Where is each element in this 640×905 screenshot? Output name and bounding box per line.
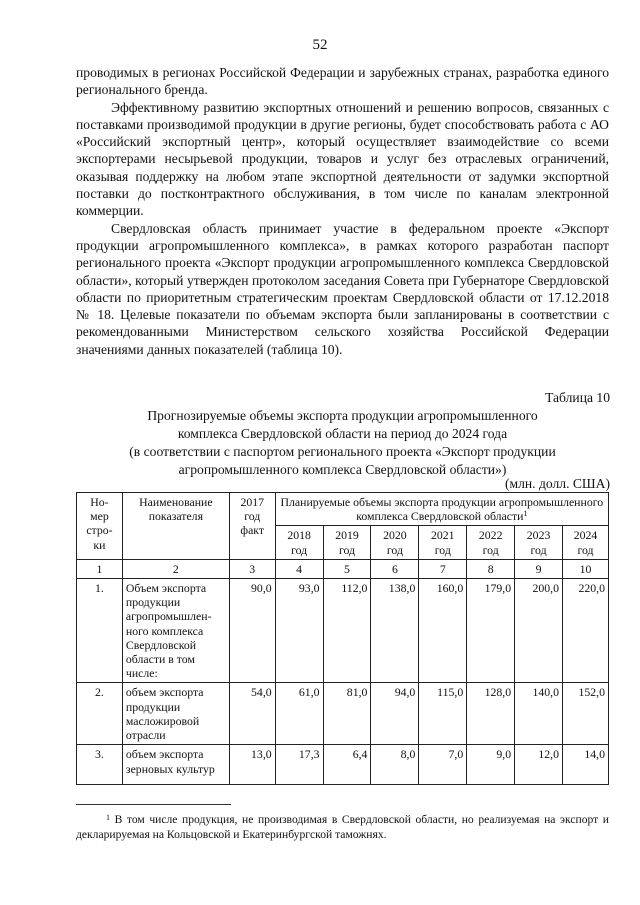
table-row: [77, 683, 609, 745]
column-number: 2: [122, 559, 229, 578]
header-year: 2021 год: [419, 526, 467, 559]
row-value: 94,0: [371, 683, 419, 745]
header-year: 2018 год: [275, 526, 323, 559]
row-value: 112,0: [323, 579, 371, 683]
header-year: 2019 год: [323, 526, 371, 559]
header-planned-text: Планируемые объемы экспорта продукции агропромышленного комплекса Свердловской области: [280, 495, 604, 524]
table-row: [77, 579, 609, 683]
row-value: 12,0: [515, 745, 563, 785]
row-value: 90,0: [229, 579, 275, 683]
row-indicator-name: объем экспорта продукции масложировой отрасли: [122, 683, 229, 745]
row-value: 160,0: [419, 579, 467, 683]
column-number: 5: [323, 559, 371, 578]
row-indicator-name: объем экспорта зерновых культур: [122, 745, 229, 785]
row-value: 93,0: [275, 579, 323, 683]
column-number: 6: [371, 559, 419, 578]
row-value: 14,0: [563, 745, 609, 785]
row-value: 6,4: [323, 745, 371, 785]
table-title-line: агропромышленного комплекса Свердловской области»): [178, 462, 507, 477]
row-value: 17,3: [275, 745, 323, 785]
row-value: 7,0: [419, 745, 467, 785]
table-caption: Таблица 10: [545, 390, 610, 405]
table-row: [77, 745, 609, 785]
column-number: 3: [229, 559, 275, 578]
row-value: 8,0: [371, 745, 419, 785]
row-value: 81,0: [323, 683, 371, 745]
header-row-number: Но- мер стро- ки: [77, 493, 123, 560]
row-number: 1.: [77, 579, 123, 683]
column-number: 1: [77, 559, 123, 578]
header-indicator: Наименование показателя: [122, 493, 229, 560]
row-number: 2.: [77, 683, 123, 745]
table-title-line: Прогнозируемые объемы экспорта продукции агропромышленного: [147, 408, 538, 423]
header-fact-2017: 2017 год факт: [229, 493, 275, 560]
row-indicator-name: Объем экспорта продукции агропромышлен- ного комплекса Свердловской области в том числе:: [122, 579, 229, 683]
table-units: (млн. долл. США): [504, 476, 610, 491]
column-number: 4: [275, 559, 323, 578]
paragraph-continuation: проводимых в регионах Российской Федерации и зарубежных странах, разработка единого регионального бренда.: [76, 65, 609, 98]
header-year: 2022 год: [467, 526, 515, 559]
table-title-line: комплекса Свердловской области на период до 2024 года: [177, 426, 508, 441]
paragraph-export-center: Эффективному развитию экспортных отношений и решению вопросов, связанных с поставками производимой продукции в другие регионы, будет способствовать работа с АО «Российский экспортный центр», который осуществляет взаимодействие со всеми экспортерами несырьевой продукции, товаров и услуг без отраслевых ограничений, оказывая поддержку на любом этапе экспортной деятельности от задумки экспортной поставки до постконтрактного обслуживания, в том числе по каналам электронной коммерции.: [76, 99, 609, 219]
header-planned: [275, 493, 608, 526]
row-number: 3.: [77, 745, 123, 785]
body-text: [76, 64, 609, 358]
paragraph-federal-project: Свердловская область принимает участие в федеральном проекте «Экспорт продукции агропромышленного комплекса», в рамках которого разработан паспорт регионального проекта «Экспорт продукции агропромышленного комплекса Свердловской области», который утвержден протоколом заседания Совета при Губернаторе Свердловской области по приоритетным стратегическим проектам Свердловской области от 17.12.2018 № 18. Целевые показатели по объемам экспорта были запланированы в соответствии с рекомендованными Министерством сельского хозяйства Российской Федерации значениями данных показателей (таблица 10).: [76, 220, 609, 357]
row-value: 9,0: [467, 745, 515, 785]
table-title-line: (в соответствии с паспортом регионального проекта «Экспорт продукции: [129, 444, 556, 459]
row-value: 115,0: [419, 683, 467, 745]
header-year: 2020 год: [371, 526, 419, 559]
footnote-divider: [76, 804, 231, 805]
row-value: 152,0: [563, 683, 609, 745]
row-value: 138,0: [371, 579, 419, 683]
header-year: 2024 год: [563, 526, 609, 559]
footnote-ref: 1: [523, 509, 528, 519]
header-year: 2023 год: [515, 526, 563, 559]
row-value: 54,0: [229, 683, 275, 745]
row-value: 220,0: [563, 579, 609, 683]
column-number: 8: [467, 559, 515, 578]
row-value: 179,0: [467, 579, 515, 683]
column-number: 9: [515, 559, 563, 578]
row-value: 13,0: [229, 745, 275, 785]
row-value: 128,0: [467, 683, 515, 745]
row-value: 61,0: [275, 683, 323, 745]
footnote: [76, 812, 609, 842]
footnote-mark: 1: [106, 813, 110, 822]
column-number-row: [77, 559, 609, 578]
row-value: 200,0: [515, 579, 563, 683]
column-number: 7: [419, 559, 467, 578]
table-title: [76, 407, 609, 479]
page-number: 52: [312, 37, 328, 53]
column-number: 10: [563, 559, 609, 578]
row-value: 140,0: [515, 683, 563, 745]
export-forecast-table: [76, 492, 609, 785]
footnote-text: В том числе продукция, не производимая в Свердловской области, но реализуемая на экспорт и декларируемая на Кольцовской и Екатеринбургской таможнях.: [76, 813, 609, 841]
table-header-row: [77, 493, 609, 526]
